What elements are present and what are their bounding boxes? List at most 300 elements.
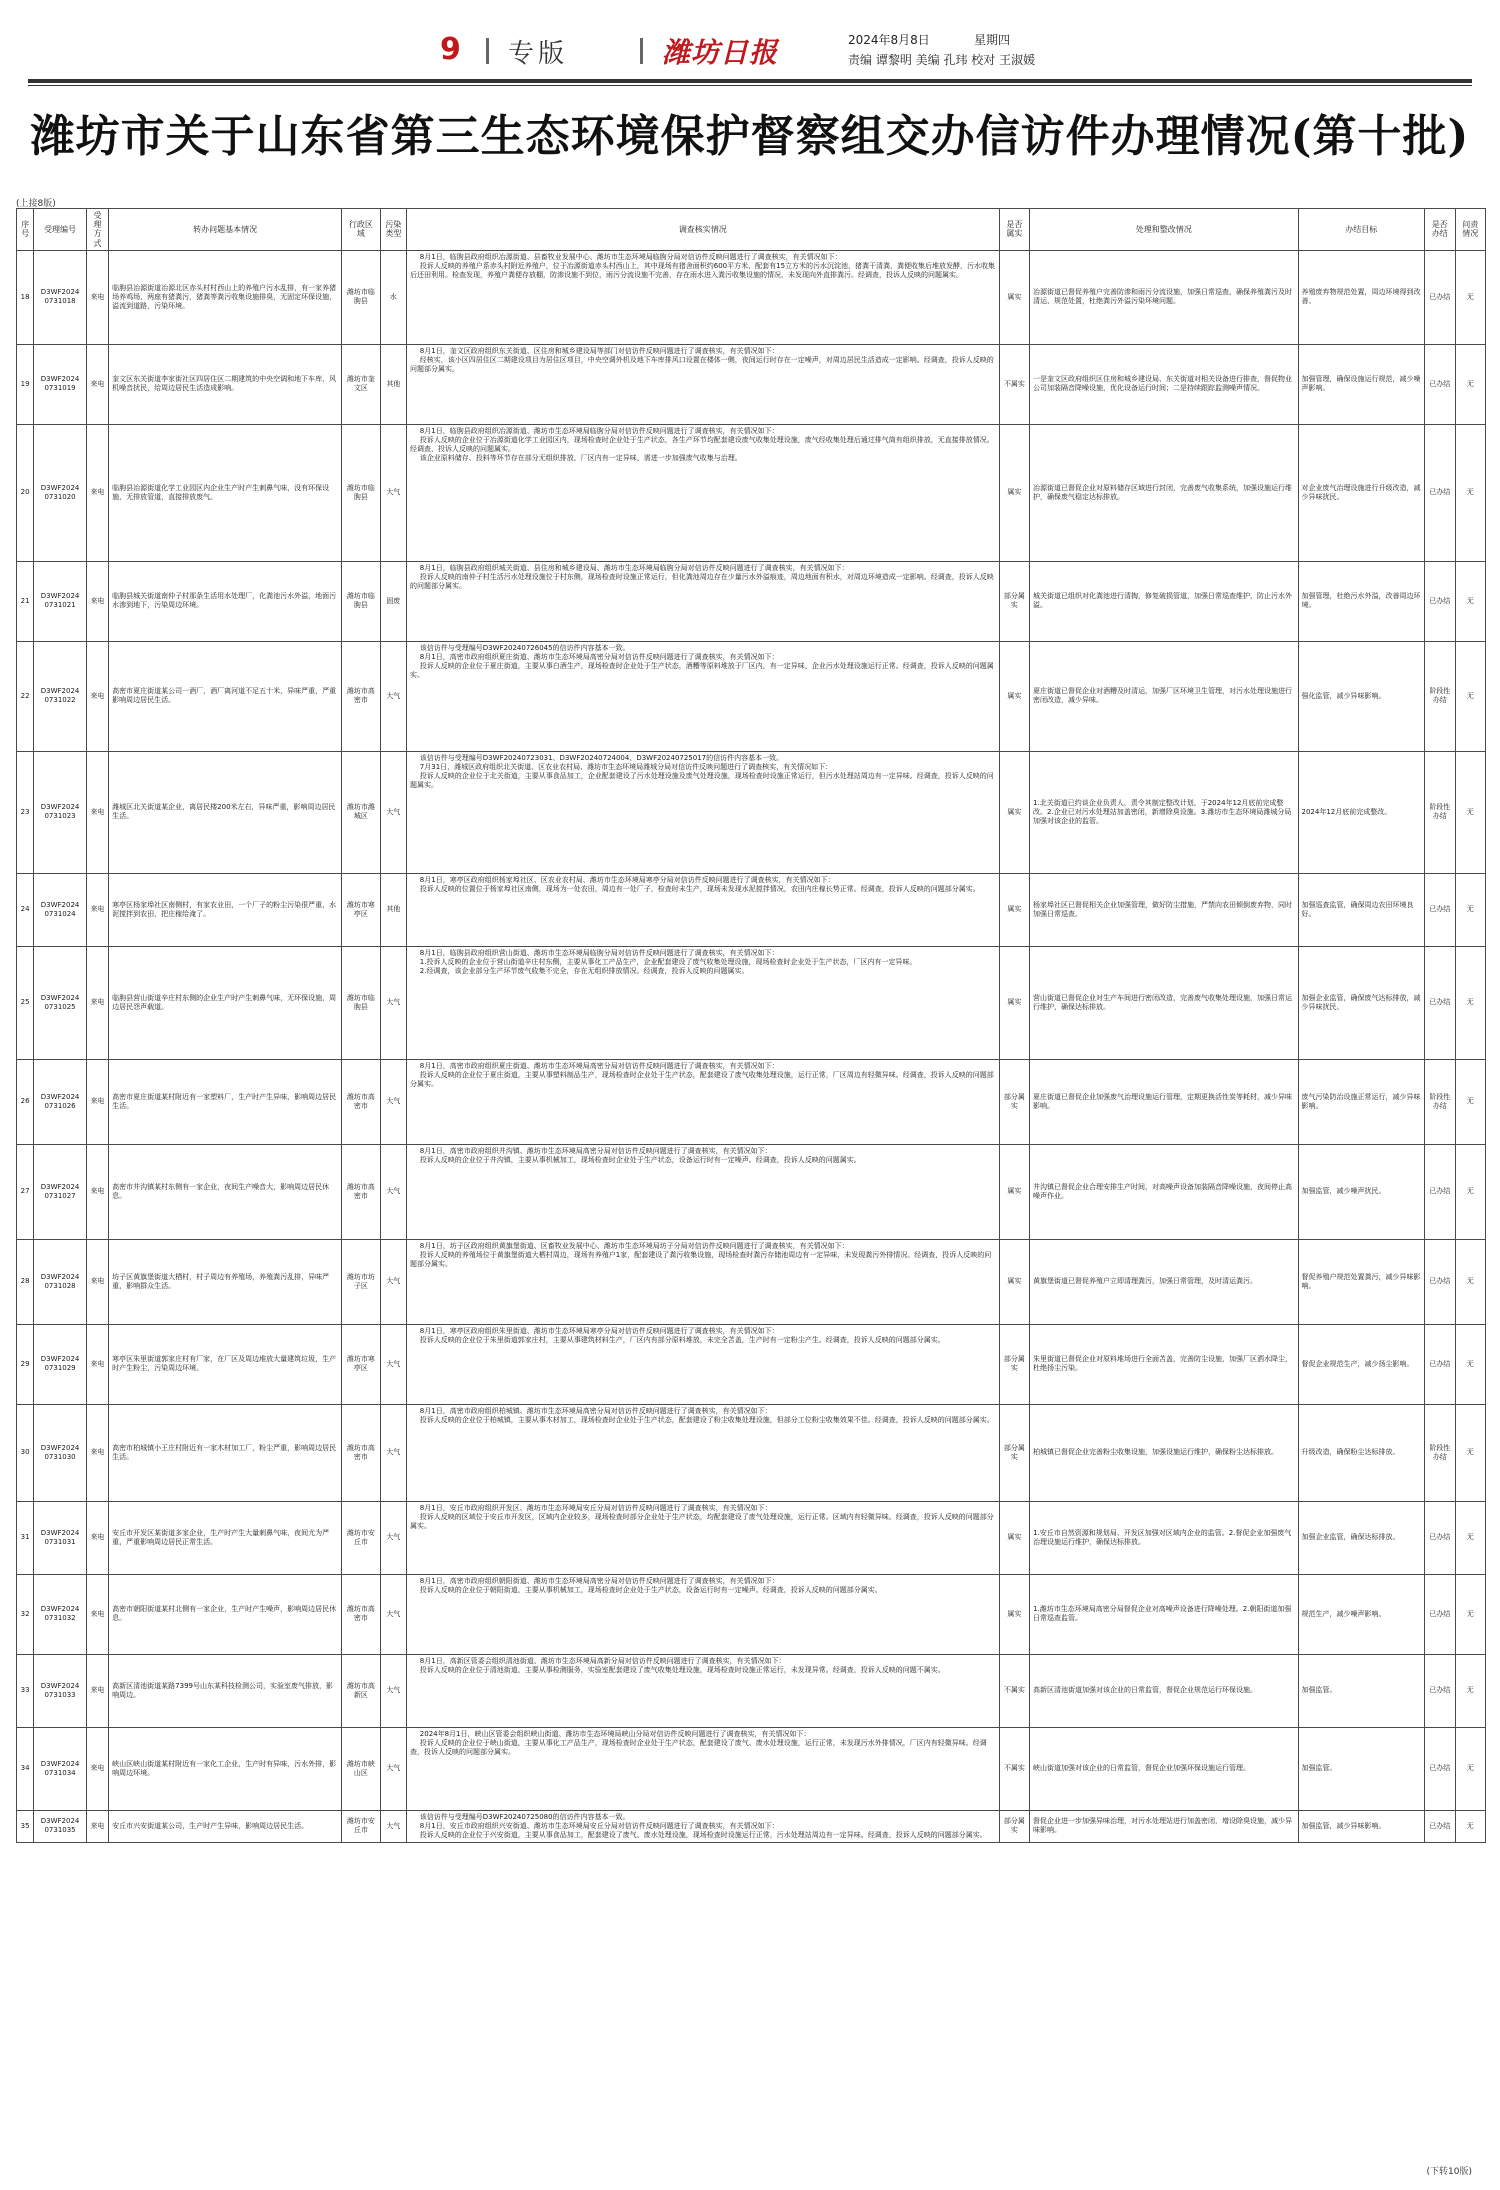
verification-result: 属实 bbox=[999, 1144, 1029, 1239]
pollution-type: 水 bbox=[380, 250, 406, 344]
accountability: 无 bbox=[1455, 561, 1485, 641]
page-number: 9 bbox=[440, 32, 461, 67]
region: 潍坊市潍城区 bbox=[342, 751, 380, 873]
detail-paragraph: 投诉人反映的企业位于峡山街道，主要从事化工产品生产，现场检查时企业处于生产状态，配套建设了废气、废水处理设施，运行正常，未发现污水外排情况，厂区内有轻微异味。经调查，投诉人反映的问题部分属实。 bbox=[409, 1738, 987, 1756]
column-header: 污染类型 bbox=[380, 209, 406, 251]
detail-paragraph: 8月1日，高密市政府组织夏庄街道、潍坊市生态环境局高密分局对信访件反映问题进行了调查核实，有关情况如下： bbox=[419, 652, 779, 661]
issue-summary: 临朐县冶源街道冶源北区赤头村村西山上的养殖户污水乱排，有一家养猪场养鸡场，两座有猪粪污，猪粪等粪污收集设施排臭，无固定环保设施，溢流到道路，污染环境。 bbox=[109, 250, 342, 344]
table-row bbox=[17, 1239, 1486, 1324]
issue-summary: 高密市夏庄街道某村附近有一家塑料厂，生产时产生异味，影响周边居民生活。 bbox=[109, 1059, 342, 1144]
table-row bbox=[17, 873, 1486, 946]
case-code: D3WF2024 0731028 bbox=[34, 1239, 87, 1324]
detail-paragraph: 8月1日，高新区管委会组织清池街道、潍坊市生态环境局高新分局对信访件反映问题进行了调查核实，有关情况如下： bbox=[419, 1656, 786, 1665]
detail-paragraph: 投诉人反映的企业位于朝阳街道，主要从事机械加工，现场检查时企业处于生产状态，设备运行时有一定噪声。经调查，投诉人反映的问题部分属实。 bbox=[419, 1585, 882, 1594]
completion-target: 对企业废气治理设施进行升级改造，减少异味扰民。 bbox=[1298, 424, 1425, 561]
investigation-details bbox=[406, 751, 999, 873]
intake-method: 来电 bbox=[86, 1727, 108, 1810]
region: 潍坊市寒亭区 bbox=[342, 873, 380, 946]
verification-result: 属实 bbox=[999, 1501, 1029, 1574]
row-number: 20 bbox=[17, 424, 34, 561]
verification-result: 部分属实 bbox=[999, 1324, 1029, 1404]
detail-paragraph: 8月1日，高密市政府组织朝阳街道、潍坊市生态环境局高密分局对信访件反映问题进行了调查核实，有关情况如下： bbox=[419, 1576, 779, 1585]
completion-status: 阶段性办结 bbox=[1425, 1404, 1455, 1501]
issue-summary: 高密市井沟镇某村东侧有一家企业，夜间生产噪音大，影响周边居民休息。 bbox=[109, 1144, 342, 1239]
completion-target: 加强管理，杜绝污水外溢，改善周边环境。 bbox=[1298, 561, 1425, 641]
continued-from-note: (上接8版) bbox=[16, 199, 56, 209]
pollution-type: 大气 bbox=[380, 1727, 406, 1810]
intake-method: 来电 bbox=[86, 751, 108, 873]
column-header: 行政区域 bbox=[342, 209, 380, 251]
accountability: 无 bbox=[1455, 250, 1485, 344]
issue-summary: 峡山区峡山街道某村附近有一家化工企业，生产时有异味，污水外排，影响周边环境。 bbox=[109, 1727, 342, 1810]
row-number: 29 bbox=[17, 1324, 34, 1404]
investigation-details bbox=[406, 873, 999, 946]
completion-status: 已办结 bbox=[1425, 344, 1455, 424]
completion-target: 废气污染防治设施正常运行，减少异味影响。 bbox=[1298, 1059, 1425, 1144]
verification-result: 不属实 bbox=[999, 344, 1029, 424]
row-number: 26 bbox=[17, 1059, 34, 1144]
case-code: D3WF2024 0731033 bbox=[34, 1654, 87, 1727]
table-row bbox=[17, 641, 1486, 751]
masthead-rule-thin bbox=[28, 85, 1472, 86]
row-number: 34 bbox=[17, 1727, 34, 1810]
completion-target: 加强监管。 bbox=[1298, 1654, 1425, 1727]
accountability: 无 bbox=[1455, 1239, 1485, 1324]
completion-target: 督促企业规范生产，减少扬尘影响。 bbox=[1298, 1324, 1425, 1404]
accountability: 无 bbox=[1455, 1810, 1485, 1842]
detail-paragraph: 投诉人反映的企业位于夏庄街道，主要从事白酒生产，现场检查时企业处于生产状态，酒糟等原料堆放于厂区内，有一定异味，企业污水处理设施运行正常。经调查，投诉人反映的问题属实。 bbox=[409, 661, 994, 680]
detail-paragraph: 投诉人反映的养殖场位于黄旗堡街道大栖村周边，现场有养殖户1家，配套建设了粪污收集设施，现场检查时粪污存储池周边有一定异味，未发现粪污外排情况。经调查，投诉人反映的问题部分属实。 bbox=[409, 1250, 992, 1268]
case-code: D3WF2024 0731030 bbox=[34, 1404, 87, 1501]
row-number: 25 bbox=[17, 946, 34, 1059]
region: 潍坊市高密市 bbox=[342, 1059, 380, 1144]
investigation-details bbox=[406, 1059, 999, 1144]
accountability: 无 bbox=[1455, 1654, 1485, 1727]
detail-paragraph: 该信访件与受理编号D3WF20240726045的信访件内容基本一致。 bbox=[419, 643, 630, 652]
weekday: 星期四 bbox=[974, 33, 1011, 47]
rectification-measures: 城关街道已组织对化粪池进行清掏，修复破损管道，加强日常巡查维护，防止污水外溢。 bbox=[1030, 561, 1298, 641]
detail-paragraph: 该企业原料储存、投料等环节存在部分无组织排放，厂区内有一定异味，需进一步加强废气收集与治理。 bbox=[419, 454, 742, 463]
investigation-details bbox=[406, 424, 999, 561]
case-code: D3WF2024 0731023 bbox=[34, 751, 87, 873]
column-header: 序号 bbox=[17, 209, 34, 251]
newspaper-logo: 潍坊日报 bbox=[662, 36, 779, 69]
detail-paragraph: 8月1日，寒亭区政府组织朱里街道、潍坊市生态环境局寒亭分局对信访件反映问题进行了调查核实，有关情况如下： bbox=[419, 1326, 779, 1335]
case-code: D3WF2024 0731022 bbox=[34, 641, 87, 751]
intake-method: 来电 bbox=[86, 1654, 108, 1727]
completion-target: 加强管理，确保设施运行规范，减少噪声影响。 bbox=[1298, 344, 1425, 424]
accountability: 无 bbox=[1455, 1501, 1485, 1574]
pollution-type: 大气 bbox=[380, 641, 406, 751]
accountability: 无 bbox=[1455, 1404, 1485, 1501]
investigation-details bbox=[406, 1574, 999, 1654]
issue-summary: 高新区清池街道某路7399号山东某科技检测公司，实验室废气排放，影响周边。 bbox=[109, 1654, 342, 1727]
issue-summary: 寒亭区杨家埠社区南侧村，有家农业田，一个厂子的粉尘污染很严重，水泥搅拌到农田，把庄稼给淹了。 bbox=[109, 873, 342, 946]
case-code: D3WF2024 0731029 bbox=[34, 1324, 87, 1404]
investigation-details bbox=[406, 561, 999, 641]
intake-method: 来电 bbox=[86, 561, 108, 641]
region: 潍坊市临朐县 bbox=[342, 250, 380, 344]
intake-method: 来电 bbox=[86, 873, 108, 946]
rectification-measures: 1.潍坊市生态环境局高密分局督促企业对高噪声设备进行降噪处理。2.朝阳街道加强日常巡查监管。 bbox=[1030, 1574, 1298, 1654]
row-number: 22 bbox=[17, 641, 34, 751]
verification-result: 属实 bbox=[999, 873, 1029, 946]
accountability: 无 bbox=[1455, 751, 1485, 873]
verification-result: 部分属实 bbox=[999, 1404, 1029, 1501]
detail-paragraph: 2.经调查，该企业部分生产环节废气收集不完全，存在无组织排放情况。经调查，投诉人反映的问题属实。 bbox=[419, 966, 749, 975]
intake-method: 来电 bbox=[86, 1810, 108, 1842]
completion-target: 加强企业监管，确保达标排放。 bbox=[1298, 1501, 1425, 1574]
region: 潍坊市临朐县 bbox=[342, 946, 380, 1059]
case-code: D3WF2024 0731026 bbox=[34, 1059, 87, 1144]
detail-paragraph: 8月1日，坊子区政府组织黄旗堡街道、区畜牧业发展中心、潍坊市生态环境局坊子分局对信访件反映问题进行了调查核实，有关情况如下： bbox=[419, 1241, 849, 1250]
issue-summary: 安丘市兴安街道某公司，生产时产生异味，影响周边居民生活。 bbox=[109, 1810, 342, 1842]
detail-paragraph: 投诉人反映的南仲子村生活污水处理设施位于村东侧，现场检查时设施正常运行，但化粪池周边存在少量污水外溢痕迹，周边地面有积水，对周边环境造成一定影响。经调查，投诉人反映的问题部分属实。 bbox=[409, 572, 994, 590]
detail-paragraph: 8月1日，奎文区政府组织东关街道、区住房和城乡建设局等部门对信访件反映问题进行了调查核实，有关情况如下： bbox=[419, 346, 779, 355]
rectification-measures: 1.北关街道已约谈企业负责人，责令其制定整改计划，于2024年12月底前完成整改。2.企业已对污水处理站加盖密闭，新增除臭设施。3.潍坊市生态环境局潍城分局加强对该企业的监管。 bbox=[1030, 751, 1298, 873]
detail-paragraph: 该信访件与受理编号D3WF20240725080的信访件内容基本一致。 bbox=[419, 1812, 630, 1821]
detail-paragraph: 8月1日，安丘市政府组织开发区、潍坊市生态环境局安丘分局对信访件反映问题进行了调查核实，有关情况如下： bbox=[419, 1503, 772, 1512]
completion-target: 加强监管，减少异味影响。 bbox=[1298, 1810, 1425, 1842]
case-code: D3WF2024 0731021 bbox=[34, 561, 87, 641]
investigation-details bbox=[406, 250, 999, 344]
completion-status: 已办结 bbox=[1425, 424, 1455, 561]
rectification-measures: 峡山街道加强对该企业的日常监管，督促企业加强环保设施运行管理。 bbox=[1030, 1727, 1298, 1810]
table-row bbox=[17, 250, 1486, 344]
table-body bbox=[17, 250, 1486, 1842]
investigation-details bbox=[406, 1727, 999, 1810]
intake-method: 来电 bbox=[86, 1404, 108, 1501]
completion-status: 已办结 bbox=[1425, 561, 1455, 641]
detail-paragraph: 投诉人反映的养殖户系赤头村附近养殖户，位于冶源街道赤头村西山上，其中现场有猪舍面积约600平方米，配套有15立方米的污水沉淀池，猪粪干清粪，粪便收集后堆放发酵，污水收集后还田利用。检查发现，养殖户粪便存放棚，防渗设施不到位，雨污分流设施不完善，存在雨水进入粪污收集设施的情况，未发现向外直排粪污。经调查，投诉人反映的问题属实。 bbox=[409, 261, 996, 279]
completion-status: 已办结 bbox=[1425, 1324, 1455, 1404]
rectification-measures: 冶源街道已督促养殖户完善防渗和雨污分流设施，加强日常巡查，确保养殖粪污及时清运、规范处置，杜绝粪污外溢污染环境问题。 bbox=[1030, 250, 1298, 344]
rectification-measures: 夏庄街道已督促企业加强废气治理设施运行管理，定期更换活性炭等耗材，减少异味影响。 bbox=[1030, 1059, 1298, 1144]
rectification-measures: 督促企业进一步加强异味治理，对污水处理站进行加盖密闭，增设除臭设施，减少异味影响。 bbox=[1030, 1810, 1298, 1842]
region: 潍坊市高新区 bbox=[342, 1654, 380, 1727]
row-number: 30 bbox=[17, 1404, 34, 1501]
table-row bbox=[17, 1654, 1486, 1727]
rectification-measures: 井沟镇已督促企业合理安排生产时间，对高噪声设备加装隔音降噪设施，夜间停止高噪声作业。 bbox=[1030, 1144, 1298, 1239]
accountability: 无 bbox=[1455, 1727, 1485, 1810]
table-row bbox=[17, 1727, 1486, 1810]
region: 潍坊市高密市 bbox=[342, 1404, 380, 1501]
region: 潍坊市临朐县 bbox=[342, 424, 380, 561]
table-row bbox=[17, 344, 1486, 424]
region: 潍坊市高密市 bbox=[342, 641, 380, 751]
pollution-type: 大气 bbox=[380, 1239, 406, 1324]
column-header: 是否办结 bbox=[1425, 209, 1455, 251]
masthead-rule bbox=[28, 79, 1472, 83]
row-number: 35 bbox=[17, 1810, 34, 1842]
column-header: 办结目标 bbox=[1298, 209, 1425, 251]
intake-method: 来电 bbox=[86, 1144, 108, 1239]
region: 潍坊市寒亭区 bbox=[342, 1324, 380, 1404]
rectification-measures: 冶源街道已督促企业对原料储存区域进行封闭，完善废气收集系统，加强设施运行维护，确保废气稳定达标排放。 bbox=[1030, 424, 1298, 561]
issue-summary: 高密市朝阳街道某村北侧有一家企业，生产时产生噪声，影响周边居民休息。 bbox=[109, 1574, 342, 1654]
pollution-type: 大气 bbox=[380, 946, 406, 1059]
verification-result: 属实 bbox=[999, 641, 1029, 751]
intake-method: 来电 bbox=[86, 1059, 108, 1144]
table-row bbox=[17, 1059, 1486, 1144]
intake-method: 来电 bbox=[86, 1324, 108, 1404]
case-code: D3WF2024 0731018 bbox=[34, 250, 87, 344]
completion-target: 规范生产，减少噪声影响。 bbox=[1298, 1574, 1425, 1654]
intake-method: 来电 bbox=[86, 1574, 108, 1654]
accountability: 无 bbox=[1455, 424, 1485, 561]
pollution-type: 大气 bbox=[380, 1324, 406, 1404]
detail-paragraph: 投诉人反映的企业位于清池街道，主要从事检测服务，实验室配套建设了废气收集处理设施，现场检查时设施正常运行，未发现异常。经调查，投诉人反映的问题不属实。 bbox=[419, 1665, 945, 1674]
case-code: D3WF2024 0731032 bbox=[34, 1574, 87, 1654]
intake-method: 来电 bbox=[86, 344, 108, 424]
issue-summary: 高密市夏庄街道某公司一酒厂，酒厂离河道不足五十米，异味严重，严重影响周边居民生活。 bbox=[109, 641, 342, 751]
detail-paragraph: 投诉人反映的企业位于柏城镇，主要从事木材加工，现场检查时企业处于生产状态，配套建设了粉尘收集处理设施，但部分工位粉尘收集效果不佳。经调查，投诉人反映的问题部分属实。 bbox=[419, 1415, 994, 1424]
investigation-details bbox=[406, 1810, 999, 1842]
pollution-type: 其他 bbox=[380, 873, 406, 946]
detail-paragraph: 8月1日，高密市政府组织井沟镇、潍坊市生态环境局高密分局对信访件反映问题进行了调查核实，有关情况如下： bbox=[419, 1146, 772, 1155]
completion-target: 2024年12月底前完成整改。 bbox=[1298, 751, 1425, 873]
pollution-type: 大气 bbox=[380, 1059, 406, 1144]
detail-paragraph: 投诉人反映的企业位于夏庄街道，主要从事塑料制品生产，现场检查时企业处于生产状态，配套建设了废气收集处理设施，运行正常，厂区周边有轻微异味。经调查，投诉人反映的问题部分属实。 bbox=[409, 1070, 994, 1088]
issue-summary: 潍城区北关街道某企业，离居民楼200米左右，异味严重，影响周边居民生活。 bbox=[109, 751, 342, 873]
detail-paragraph: 7月31日，潍城区政府组织北关街道、区农业农村局、潍坊市生态环境局潍城分局对信访件反映问题进行了调查核实，有关情况如下： bbox=[419, 762, 833, 771]
detail-paragraph: 8月1日，高密市政府组织夏庄街道、潍坊市生态环境局高密分局对信访件反映问题进行了调查核实，有关情况如下： bbox=[419, 1061, 779, 1070]
verification-result: 属实 bbox=[999, 1574, 1029, 1654]
rectification-measures: 朱里街道已督促企业对原料堆场进行全面苫盖，完善防尘设施，加强厂区洒水降尘，杜绝扬尘污染。 bbox=[1030, 1324, 1298, 1404]
issue-summary: 坊子区黄旗堡街道大栖村，村子周边有养殖场，养殖粪污乱排，异味严重，影响群众生活。 bbox=[109, 1239, 342, 1324]
issue-summary: 临朐县冶源街道化学工业园区内企业生产时产生刺鼻气味，没有环保设施，无排放管道，直接排放废气。 bbox=[109, 424, 342, 561]
rectification-measures: 杨家埠社区已督促相关企业加强管理，做好防尘措施，严禁向农田倾倒废弃物，同时加强日常巡查。 bbox=[1030, 873, 1298, 946]
completion-status: 已办结 bbox=[1425, 1144, 1455, 1239]
petition-table bbox=[16, 208, 1486, 1843]
pollution-type: 大气 bbox=[380, 1574, 406, 1654]
case-code: D3WF2024 0731024 bbox=[34, 873, 87, 946]
verification-result: 属实 bbox=[999, 1239, 1029, 1324]
divider bbox=[486, 38, 489, 64]
section-name: 专版 bbox=[508, 39, 569, 69]
column-header: 调查核实情况 bbox=[406, 209, 999, 251]
completion-target: 升级改造，确保粉尘达标排放。 bbox=[1298, 1404, 1425, 1501]
rectification-measures: 夏庄街道已督促企业对酒糟及时清运，加强厂区环境卫生管理，对污水处理设施进行密闭改造，减少异味。 bbox=[1030, 641, 1298, 751]
verification-result: 属实 bbox=[999, 424, 1029, 561]
rectification-measures: 黄旗堡街道已督促养殖户立即清理粪污，加强日常管理，及时清运粪污。 bbox=[1030, 1239, 1298, 1324]
completion-status: 已办结 bbox=[1425, 1574, 1455, 1654]
case-code: D3WF2024 0731035 bbox=[34, 1810, 87, 1842]
pollution-type: 大气 bbox=[380, 751, 406, 873]
intake-method: 来电 bbox=[86, 946, 108, 1059]
pollution-type: 其他 bbox=[380, 344, 406, 424]
verification-result: 不属实 bbox=[999, 1654, 1029, 1727]
issue-date: 2024年8月8日 bbox=[848, 33, 930, 47]
verification-result: 属实 bbox=[999, 946, 1029, 1059]
completion-status: 阶段性办结 bbox=[1425, 641, 1455, 751]
issue-summary: 高密市柏城镇小王庄村附近有一家木材加工厂，粉尘严重，影响周边居民生活。 bbox=[109, 1404, 342, 1501]
case-code: D3WF2024 0731020 bbox=[34, 424, 87, 561]
case-code: D3WF2024 0731034 bbox=[34, 1727, 87, 1810]
row-number: 28 bbox=[17, 1239, 34, 1324]
pollution-type: 大气 bbox=[380, 1404, 406, 1501]
continued-to-note: (下转10版) bbox=[1426, 2167, 1472, 2177]
table-row bbox=[17, 1404, 1486, 1501]
table-row bbox=[17, 561, 1486, 641]
completion-status: 已办结 bbox=[1425, 873, 1455, 946]
row-number: 32 bbox=[17, 1574, 34, 1654]
investigation-details bbox=[406, 1654, 999, 1727]
accountability: 无 bbox=[1455, 641, 1485, 751]
completion-status: 已办结 bbox=[1425, 1654, 1455, 1727]
detail-paragraph: 投诉人反映的位置位于杨家埠社区南侧，现场为一处农田，周边有一处厂子，检查时未生产，现场未发现水泥搅拌情况，农田内庄稼长势正常。经调查，投诉人反映的问题部分属实。 bbox=[419, 884, 980, 893]
verification-result: 部分属实 bbox=[999, 1059, 1029, 1144]
detail-paragraph: 8月1日，安丘市政府组织兴安街道、潍坊市生态环境局安丘分局对信访件反映问题进行了调查核实，有关情况如下： bbox=[419, 1821, 779, 1830]
detail-paragraph: 2024年8月1日，峡山区管委会组织峡山街道、潍坊市生态环境局峡山分局对信访件反映问题进行了调查核实，有关情况如下： bbox=[419, 1729, 811, 1738]
intake-method: 来电 bbox=[86, 641, 108, 751]
region: 潍坊市安丘市 bbox=[342, 1501, 380, 1574]
completion-status: 已办结 bbox=[1425, 1810, 1455, 1842]
accountability: 无 bbox=[1455, 873, 1485, 946]
intake-method: 来电 bbox=[86, 1501, 108, 1574]
page-headline: 潍坊市关于山东省第三生态环境保护督察组交办信访件办理情况(第十批) bbox=[30, 111, 1470, 162]
table-row bbox=[17, 1144, 1486, 1239]
region: 潍坊市峡山区 bbox=[342, 1727, 380, 1810]
verification-result: 属实 bbox=[999, 250, 1029, 344]
verification-result: 属实 bbox=[999, 751, 1029, 873]
investigation-details bbox=[406, 1501, 999, 1574]
detail-paragraph: 该信访件与受理编号D3WF20240723031、D3WF20240724004、D3WF20240725017的信访件内容基本一致。 bbox=[419, 753, 784, 762]
region: 潍坊市高密市 bbox=[342, 1144, 380, 1239]
case-code: D3WF2024 0731027 bbox=[34, 1144, 87, 1239]
table-row bbox=[17, 1324, 1486, 1404]
pollution-type: 大气 bbox=[380, 1501, 406, 1574]
row-number: 23 bbox=[17, 751, 34, 873]
rectification-measures: 高新区清池街道加强对该企业的日常监管，督促企业规范运行环保设施。 bbox=[1030, 1654, 1298, 1727]
intake-method: 来电 bbox=[86, 1239, 108, 1324]
row-number: 31 bbox=[17, 1501, 34, 1574]
region: 潍坊市临朐县 bbox=[342, 561, 380, 641]
issue-summary: 奎文区东关街道李家街社区四居住区二期建筑的中央空调和地下车库，风机噪音扰民，给周边居民生活造成影响。 bbox=[109, 344, 342, 424]
detail-paragraph: 8月1日，临朐县政府组织冶源街道、潍坊市生态环境局临朐分局对信访件反映问题进行了调查核实，有关情况如下： bbox=[419, 426, 779, 435]
region: 潍坊市坊子区 bbox=[342, 1239, 380, 1324]
accountability: 无 bbox=[1455, 1574, 1485, 1654]
table-row bbox=[17, 1501, 1486, 1574]
investigation-details bbox=[406, 1404, 999, 1501]
row-number: 27 bbox=[17, 1144, 34, 1239]
pollution-type: 大气 bbox=[380, 424, 406, 561]
detail-paragraph: 投诉人反映的企业位于井沟镇，主要从事机械加工，现场检查时企业处于生产状态，设备运行时有一定噪声。经调查，投诉人反映的问题属实。 bbox=[419, 1155, 861, 1164]
column-header: 受理编号 bbox=[34, 209, 87, 251]
verification-result: 部分属实 bbox=[999, 1810, 1029, 1842]
region: 潍坊市安丘市 bbox=[342, 1810, 380, 1842]
row-number: 21 bbox=[17, 561, 34, 641]
column-header: 处理和整改情况 bbox=[1030, 209, 1298, 251]
row-number: 24 bbox=[17, 873, 34, 946]
masthead bbox=[28, 28, 1472, 74]
investigation-details bbox=[406, 1144, 999, 1239]
detail-paragraph: 投诉人反映的企业位于冶源街道化学工业园区内，现场检查时企业处于生产状态，各生产环节均配套建设废气收集处理设施，废气经收集处理后通过排气筒有组织排放，无直接排放情况。经调查，投诉人反映的问题属实。 bbox=[409, 435, 994, 453]
investigation-details bbox=[406, 344, 999, 424]
verification-result: 部分属实 bbox=[999, 561, 1029, 641]
table-row bbox=[17, 1574, 1486, 1654]
case-code: D3WF2024 0731019 bbox=[34, 344, 87, 424]
case-code: D3WF2024 0731031 bbox=[34, 1501, 87, 1574]
issue-summary: 安丘市开发区某街道多家企业，生产时产生大量刺鼻气味，夜间尤为严重，严重影响周边居民正常生活。 bbox=[109, 1501, 342, 1574]
region: 潍坊市高密市 bbox=[342, 1574, 380, 1654]
detail-paragraph: 1.投诉人反映的企业位于营山街道辛庄村东侧，主要从事化工产品生产，企业配套建设了废气收集处理设施，现场检查时企业处于生产状态，厂区内有一定异味。 bbox=[419, 957, 917, 966]
investigation-details bbox=[406, 641, 999, 751]
rectification-measures: 营山街道已督促企业对生产车间进行密闭改造，完善废气收集处理设施，加强日常运行维护，确保达标排放。 bbox=[1030, 946, 1298, 1059]
issue-summary: 临朐县城关街道南仲子村那条生活用水处理厂，化粪池污水外溢，地面污水渗到地下，污染周边环境。 bbox=[109, 561, 342, 641]
editor-credits: 责编 谭黎明 美编 孔玮 校对 王淑媛 bbox=[848, 53, 1036, 67]
completion-target: 养殖废弃物规范处置，周边环境得到改善。 bbox=[1298, 250, 1425, 344]
divider bbox=[640, 38, 643, 64]
completion-target: 督促养殖户规范处置粪污，减少异味影响。 bbox=[1298, 1239, 1425, 1324]
accountability: 无 bbox=[1455, 1059, 1485, 1144]
pollution-type: 大气 bbox=[380, 1810, 406, 1842]
completion-status: 已办结 bbox=[1425, 250, 1455, 344]
issue-summary: 临朐县营山街道辛庄村东侧的企业生产时产生刺鼻气味，无环保设施，周边居民怨声载道。 bbox=[109, 946, 342, 1059]
completion-target: 加强巡查监管，确保周边农田环境良好。 bbox=[1298, 873, 1425, 946]
detail-paragraph: 8月1日，临朐县政府组织城关街道、县住房和城乡建设局、潍坊市生态环境局临朐分局对信访件反映问题进行了调查核实，有关情况如下： bbox=[419, 563, 849, 572]
detail-paragraph: 投诉人反映的企业位于朱里街道郭家庄村，主要从事建筑材料生产，厂区内有部分原料堆放，未完全苫盖，生产时有一定粉尘产生。经调查，投诉人反映的问题部分属实。 bbox=[419, 1335, 945, 1344]
investigation-details bbox=[406, 1324, 999, 1404]
column-header: 是否属实 bbox=[999, 209, 1029, 251]
completion-status: 阶段性办结 bbox=[1425, 1059, 1455, 1144]
column-header: 受理方式 bbox=[86, 209, 108, 251]
table-row bbox=[17, 1810, 1486, 1842]
detail-paragraph: 经核实，该小区四居住区二期建设项目为居住区项目，中央空调外机及地下车库排风口设置在楼体一侧，夜间运行时存在一定噪声，对周边居民生活造成一定影响。经调查，投诉人反映的问题部分属实。 bbox=[409, 355, 994, 373]
row-number: 33 bbox=[17, 1654, 34, 1727]
completion-target: 加强监管。 bbox=[1298, 1727, 1425, 1810]
rectification-measures: 柏城镇已督促企业完善粉尘收集设施，加强设施运行维护，确保粉尘达标排放。 bbox=[1030, 1404, 1298, 1501]
completion-status: 已办结 bbox=[1425, 1239, 1455, 1324]
issue-summary: 寒亭区朱里街道郭家庄村有厂家，在厂区及周边堆放大量建筑垃圾，生产时产生粉尘，污染周边环境。 bbox=[109, 1324, 342, 1404]
completion-target: 加强企业监管，确保废气达标排放，减少异味扰民。 bbox=[1298, 946, 1425, 1059]
accountability: 无 bbox=[1455, 344, 1485, 424]
investigation-details bbox=[406, 946, 999, 1059]
table-header-row bbox=[17, 209, 1486, 251]
pollution-type: 固废 bbox=[380, 561, 406, 641]
region: 潍坊市奎文区 bbox=[342, 344, 380, 424]
row-number: 18 bbox=[17, 250, 34, 344]
accountability: 无 bbox=[1455, 946, 1485, 1059]
intake-method: 来电 bbox=[86, 424, 108, 561]
rectification-measures: 1.安丘市自然资源和规划局、开发区加强对区域内企业的监管。2.督促企业加强废气治理设施运行维护，确保达标排放。 bbox=[1030, 1501, 1298, 1574]
detail-paragraph: 投诉人反映的区域位于安丘市开发区，区域内企业较多，现场检查时部分企业处于生产状态，均配套建设了废气处理设施，运行正常。区域内有轻微异味。经调查，投诉人反映的问题部分属实。 bbox=[409, 1512, 994, 1530]
detail-paragraph: 投诉人反映的企业位于兴安街道，主要从事食品加工，配套建设了废气、废水处理设施，现场检查时设施运行正常，污水处理站周边有一定异味。经调查，投诉人反映的问题部分属实。 bbox=[419, 1830, 987, 1839]
case-code: D3WF2024 0731025 bbox=[34, 946, 87, 1059]
accountability: 无 bbox=[1455, 1324, 1485, 1404]
completion-status: 阶段性办结 bbox=[1425, 751, 1455, 873]
detail-paragraph: 投诉人反映的企业位于北关街道，主要从事食品加工，企业配套建设了污水处理设施及废气处理设施，现场检查时设施正常运行，但污水处理站周边有一定异味。经调查，投诉人反映的问题属实。 bbox=[409, 771, 994, 790]
pollution-type: 大气 bbox=[380, 1654, 406, 1727]
detail-paragraph: 8月1日，临朐县政府组织冶源街道、县畜牧业发展中心、潍坊市生态环境局临朐分局对信访件反映问题进行了调查核实，有关情况如下： bbox=[419, 252, 842, 261]
rectification-measures: 一是奎文区政府组织区住房和城乡建设局、东关街道对相关设备进行排查，督促物业公司加装隔音降噪设施，优化设备运行时间；二是持续跟踪监测噪声情况。 bbox=[1030, 344, 1298, 424]
table-row bbox=[17, 946, 1486, 1059]
table-row bbox=[17, 751, 1486, 873]
investigation-details bbox=[406, 1239, 999, 1324]
completion-status: 已办结 bbox=[1425, 946, 1455, 1059]
table-row bbox=[17, 424, 1486, 561]
column-header: 转办问题基本情况 bbox=[109, 209, 342, 251]
completion-target: 强化监管，减少异味影响。 bbox=[1298, 641, 1425, 751]
completion-status: 已办结 bbox=[1425, 1501, 1455, 1574]
detail-paragraph: 8月1日，寒亭区政府组织杨家埠社区、区农业农村局、潍坊市生态环境局寒亭分局对信访件反映问题进行了调查核实，有关情况如下： bbox=[419, 875, 835, 884]
verification-result: 不属实 bbox=[999, 1727, 1029, 1810]
row-number: 19 bbox=[17, 344, 34, 424]
accountability: 无 bbox=[1455, 1144, 1485, 1239]
detail-paragraph: 8月1日，临朐县政府组织营山街道、潍坊市生态环境局临朐分局对信访件反映问题进行了调查核实，有关情况如下： bbox=[419, 948, 779, 957]
column-header: 问责情况 bbox=[1455, 209, 1485, 251]
completion-target: 加强监管，减少噪声扰民。 bbox=[1298, 1144, 1425, 1239]
